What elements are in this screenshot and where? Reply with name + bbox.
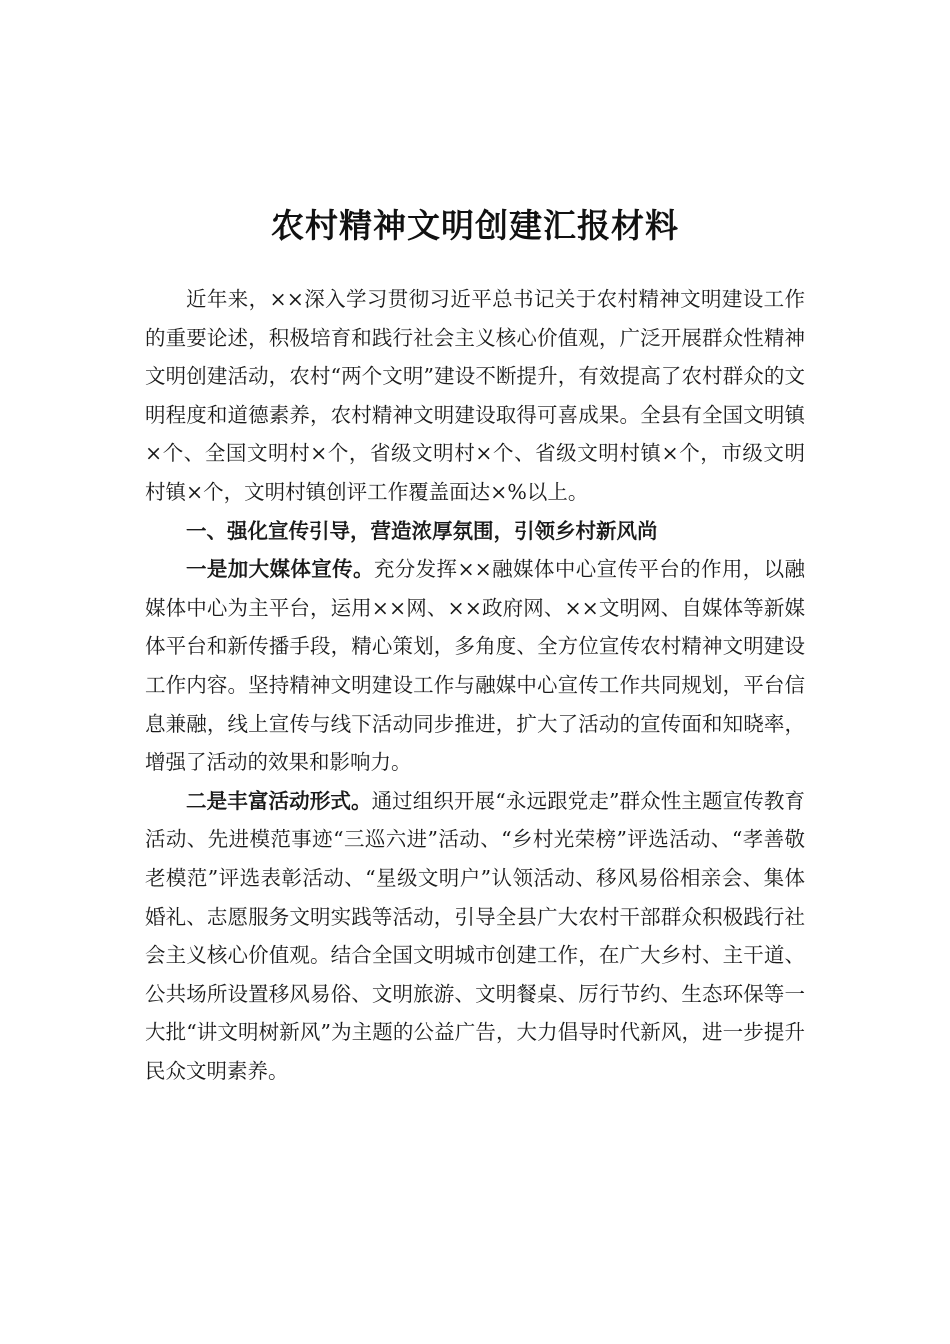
section-heading-1: 一、强化宣传引导，营造浓厚氛围，引领乡村新风尚 <box>186 518 658 543</box>
paragraph-item-1 <box>145 550 805 782</box>
item-1-text: 充分发挥××融媒体中心宣传平台的作用，以融媒体中心为主平台，运用××网、××政府网、××文明网、自媒体等新媒体平台和新传播手段，精心策划，多角度、全方位宣传农村精神文明建设工作内容。坚持精神文明建设工作与融媒中心宣传工作共同规划，平台信息兼融，线上宣传与线下活动同步推进，扩大了活动的宣传面和知晓率，增强了活动的效果和影响力。 <box>145 557 805 775</box>
item-2-lead: 二是丰富活动形式。 <box>186 788 372 813</box>
document-title: 农村精神文明创建汇报材料 <box>271 206 679 245</box>
paragraph-item-2 <box>145 782 805 1091</box>
intro-paragraph: 近年来，××深入学习贯彻习近平总书记关于农村精神文明建设工作的重要论述，积极培育和践行社会主义核心价值观，广泛开展群众性精神文明创建活动，农村“两个文明”建设不断提升，有效提高了农村群众的文明程度和道德素养，农村精神文明建设取得可喜成果。全县有全国文明镇×个、全国文明村×个，省级文明村×个、省级文明村镇×个，市级文明村镇×个，文明村镇创评工作覆盖面达×%以上。 <box>145 287 805 504</box>
item-1-lead: 一是加大媒体宣传。 <box>186 557 374 582</box>
document-body <box>145 280 805 1090</box>
item-2-text: 通过组织开展“永远跟党走”群众性主题宣传教育活动、先进模范事迹“三巡六进”活动、“乡村光荣榜”评选活动、“孝善敬老模范”评选表彰活动、“星级文明户”认领活动、移风易俗相亲会、集体婚礼、志愿服务文明实践等活动，引导全县广大农村干部群众积极践行社会主义核心价值观。结合全国文明城市创建工作，在广大乡村、主干道、公共场所设置移风易俗、文明旅游、文明餐桌、厉行节约、生态环保等一大批“讲文明树新风”为主题的公益广告，大力倡导时代新风，进一步提升民众文明素养。 <box>145 788 805 1083</box>
